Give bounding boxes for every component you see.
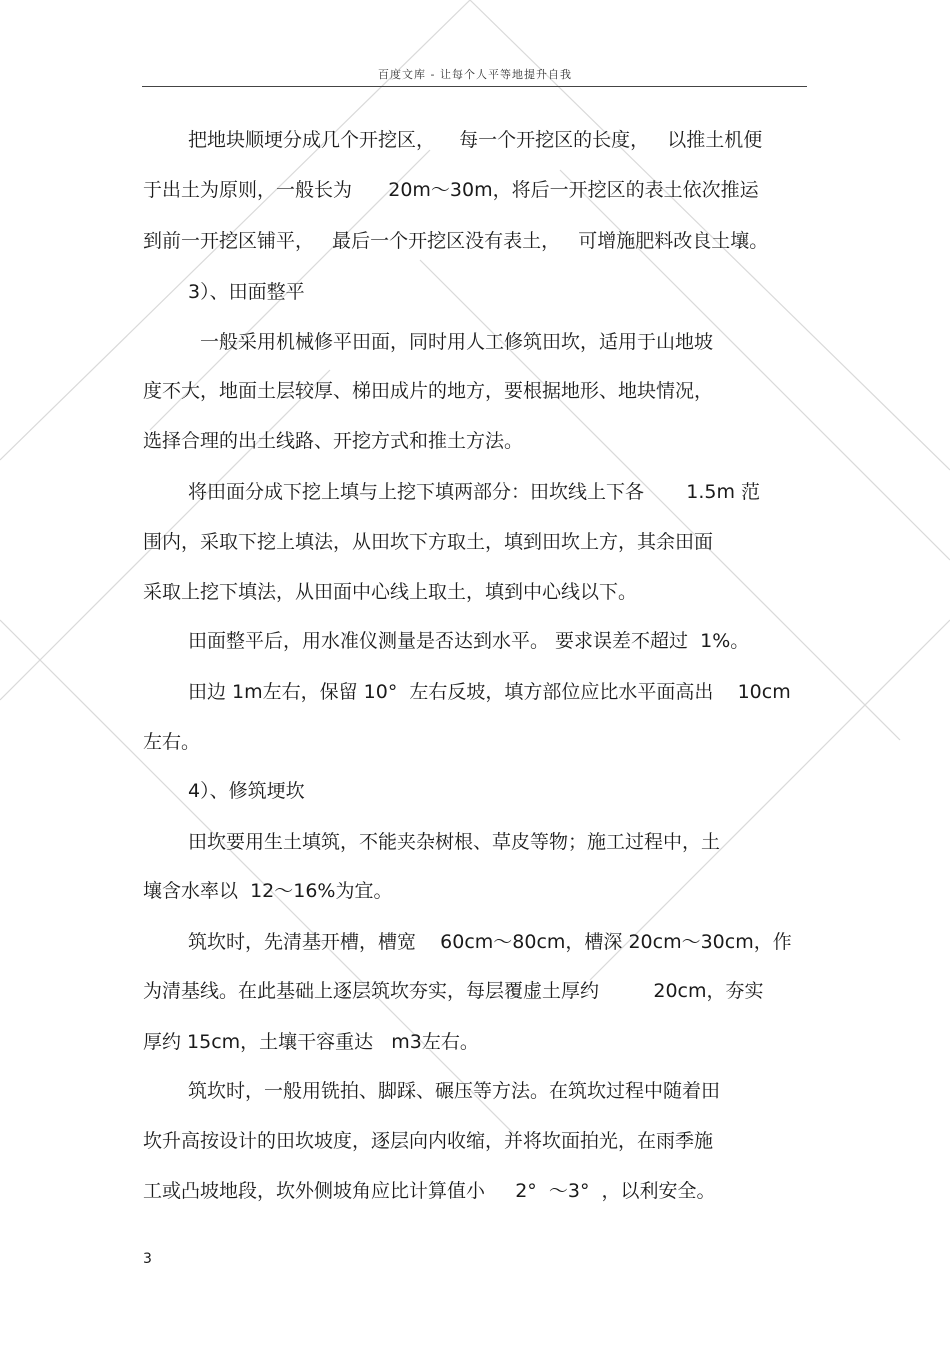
text-line: 左右。 (143, 731, 201, 753)
text-line: 到前一开挖区铺平， 最后一个开挖区没有表土， 可增施肥料改良土壤。 (143, 230, 769, 252)
text-line: 田边 1m左右，保留 10° 左右反坡，填方部位应比水平面高出 10cm (188, 681, 791, 703)
text-line: 筑坎时，先清基开槽，槽宽 60cm～80cm，槽深 20cm～30cm，作 (188, 931, 792, 953)
header-slogan: 让每个人平等地提升自我 (439, 68, 572, 81)
text-line: 壤含水率以 12～16%为宜。 (143, 880, 393, 902)
section-heading: 4）、修筑埂坎 (188, 780, 305, 802)
header-site: 百度文库 (378, 68, 427, 81)
text-line: 田面整平后，用水准仪测量是否达到水平。 要求误差不超过 1%。 (188, 630, 750, 652)
text-line: 采取上挖下填法，从田面中心线上取土，填到中心线以下。 (143, 581, 638, 603)
text-line: 厚约 15cm，土壤干容重达 m3左右。 (143, 1031, 479, 1053)
page-header (0, 66, 950, 82)
text-line: 于出土为原则，一般长为 20m～30m，将后一开挖区的表土依次推运 (143, 179, 759, 201)
page-number: 3 (143, 1251, 152, 1267)
text-line: 度不大，地面土层较厚、梯田成片的地方，要根据地形、地块情况， (143, 380, 714, 402)
text-line: 坎升高按设计的田坎坡度，逐层向内收缩，并将坎面拍光，在雨季施 (143, 1130, 714, 1152)
text-line: 筑坎时，一般用铣拍、脚踩、碾压等方法。在筑坎过程中随着田 (188, 1080, 721, 1102)
section-heading: 3）、田面整平 (188, 281, 305, 303)
text-line: 把地块顺埂分成几个开挖区， 每一个开挖区的长度， 以推土机便 (188, 129, 763, 151)
text-line: 田坎要用生土填筑，不能夹杂树根、草皮等物；施工过程中，土 (188, 831, 721, 853)
text-line: 工或凸坡地段，坎外侧坡角应比计算值小 2° ～3° ，以利安全。 (143, 1180, 716, 1202)
text-line: 将田面分成下挖上填与上挖下填两部分：田坎线上下各 1.5m 范 (188, 481, 761, 503)
text-line: 围内，采取下挖上填法，从田坎下方取土，填到田坎上方，其余田面 (143, 531, 714, 553)
text-line: 一般采用机械修平田面，同时用人工修筑田坎，适用于山地坡 (200, 331, 714, 353)
text-line: 选择合理的出土线路、开挖方式和推土方法。 (143, 430, 524, 452)
header-separator: - (426, 68, 440, 81)
header-divider (142, 86, 807, 87)
text-line: 为清基线。在此基础上逐层筑坎夯实，每层覆虚土厚约 20cm，夯实 (143, 980, 764, 1002)
